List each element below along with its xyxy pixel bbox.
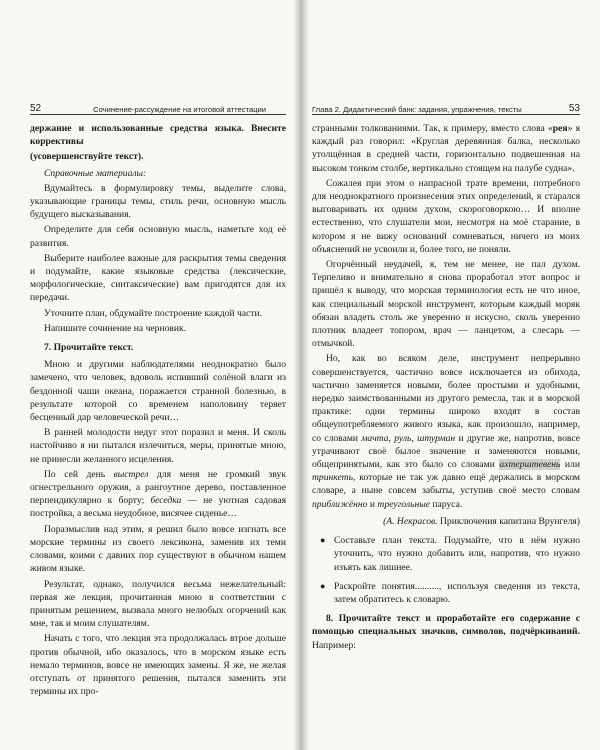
text-paragraph [30,468,286,521]
book-gutter-shadow [293,0,309,750]
term-akhtershteven: ахтерштевень [499,459,561,471]
text-paragraph: Сожалея при этом о напрасной трате времени, потребного для неоднократного произнесения этих определений, я старался выговаривать их одним духом, скороговоркою… И вполне естественно, что слушатели мои, несмотря на моё старание, в котором я не вижу оснований сомневаться, ничего из моих объяснений не усвоили и, более того, не поняли. [312,177,580,255]
task-bullet-item [312,580,580,606]
bullet-text: Раскройте понятия.........., используя сведения из текста, затем обратитесь к словарю. [334,580,580,605]
paragraph-fragment: По сей день [44,468,114,480]
text-paragraph [312,122,580,175]
left-running-header [30,100,286,115]
reference-item: Уточните план, обдумайте построение каждой части. [44,307,263,319]
intro-line-1: держание и использованные средства языка. Внесите коррективы [30,123,286,148]
left-page-number: 52 [30,103,42,114]
reference-item: Вдумайтесь в формулировку темы, выделите слова, указывающие границы темы, стиль речи, основную мысль будущего высказывания. [30,182,286,221]
attribution [312,515,580,528]
task-bullet-item [312,534,580,574]
task-8 [312,612,580,652]
right-running-header [312,100,580,115]
text-paragraph: Результат, однако, получился весьма нежелательный: первая же лекция, прочитанная мною в соответствии с принятым решением, вызвала много нелюбых огорчений как мне, так и моим слушателям. [30,578,286,630]
reference-item: Определите для себя основную мысль, наметьте ход её развития. [30,224,286,249]
left-running-head: Сочинение-рассуждение на итоговой аттестации [93,105,267,114]
right-page-content [312,122,580,654]
paragraph-fragment: Но, как во всяком деле, инструмент непрерывно совершенствуется, частично вовсе исключается из обихода, частично заменяется новыми, более простыми и удобными, нередко заимствованными из другого ремесла, так и в морской практике: одни термины широко входят в состав общеупотребляемого живого языка, как произошло, например, со словами [312,353,580,444]
term-reya: рея [552,123,568,134]
task-7-title: 7. Прочитайте текст. [44,342,134,354]
bullet-icon: ● [320,535,326,546]
text-paragraph: Мною и другими наблюдателями неоднократно было замечено, что человек, вдоволь испивший солёной влаги из бездонной чаши океана, поражается странной болезнью, в результате которой со временем наполовину теряет бесценный дар человеческой речи… [30,359,286,424]
task-8-tail: Например: [312,639,356,651]
reference-item: Выберите наиболее важные для раскрытия темы сведения и подумайте, какие языковые средства (лексические, морфологические, синтаксические) вам пригодятся для их передачи. [30,252,286,304]
term-priblizhenno: приближённо [312,498,368,510]
text-paragraph: Но, как во всяком деле, инструмент непрерывно совершенствуется, частично вовсе исключается из обихода, частично заменяется новыми, более простыми и удобными, нередко заимствованными из другого ремесла, так и в морской практике: одни термины широко входят в состав общеупотребляемого живого языка, как произошло, например, со словами мачта, руль, штурман и другие же, напротив, вовсе утрачивают своё былое значение и заменяются новыми, общепринятыми, как это было со словами ахтерштевень или тринкеть, которые не так уж давно ещё держались в морском словаре, а ныне совсем забыты, уступив своё место словам приближённо и треугольные паруса. [312,353,580,510]
paragraph-fragment: » я каждый раз говорил: «Круглая деревянная балка, несколько утолщённая в средней части, горизонтально подвешенная на высоком тонком столбе, вертикально стоящем на палубе судна». [312,123,581,174]
left-page-content [30,122,286,700]
text-paragraph: Начать с того, что лекция эта продолжалась втрое дольше против обычной, ибо оказалось, что в морском языке есть немало терминов, вовсе не имеющих замены. Я же, не желая отступать от принятого решения, пытался заменить эти термины их про- [30,633,286,698]
bullet-icon: ● [320,580,326,591]
right-page [302,0,600,750]
paragraph-fragment: странными толкованиями. Так, к примеру, вместо слова « [312,123,553,134]
left-page [0,0,298,750]
term-rul: руль [394,432,412,444]
term-besedka: беседка [150,495,182,507]
paragraph-fragment: — не уютная садовая постройка, а весьма неудобное, висячее сиденье… [30,495,286,520]
paragraph-fragment: паруса. [430,498,463,510]
right-page-number: 53 [568,103,580,114]
term-trinket: тринкеть [312,472,353,484]
attribution-title: Приключения капитана Врунгеля) [437,515,580,527]
paragraph-fragment: , которые не так уж давно ещё держались в морском словаре, а ныне совсем забыты, уступив своё место словам [312,472,580,497]
task-8-title: 8. Прочитайте текст и проработайте его содержание с помощью специальных значков, символов, подчёркиваний. [312,613,580,638]
paragraph-fragment: для меня не громкий звук огнестрельного оружия, а рангоутное дерево, поставленное перпендикулярно к борту; [30,468,287,507]
bullet-text: Составьте план текста. Подумайте, что в нём нужно уточнить, что нужно добавить или, напротив, что нужно изъять как лишнее. [334,535,580,573]
reference-heading: Справочные материалы: [44,167,147,179]
attribution-author: (А. Некрасов. [383,515,438,527]
term-treugolnye: треугольные [377,498,431,510]
reference-item: Напишите сочинение на черновик. [44,322,187,334]
task-bullet-list [312,534,580,606]
text-paragraph: Огорчённый неудачей, я, тем не менее, не пал духом. Терпеливо и внимательно я снова проработал этот вопрос и пришёл к выводу, что морская терминология есть не что иное, как специальный морской инструмент, которым каждый моряк обязан владеть столь же уверенно и искусно, сколь уверенно плотник владеет топором, врач — ланцетом, а слесарь — отмычкой. [312,259,580,350]
term-vystrel: выстрел [113,468,149,480]
term-machta: мачта [361,432,389,444]
intro-line-2: (усовершенствуйте текст). [30,151,144,163]
text-paragraph: Поразмыслив над этим, я решил было вовсе изгнать все морские термины из своего лексикона, заменив их теми словами, коими с давних пор существуют в обычном нашем живом языке. [30,523,286,575]
term-shturman: штурман [417,432,456,444]
right-running-head: Глава 2. Дидактический банк: задания, упражнения, тексты [312,105,522,114]
text-paragraph: В ранней молодости недуг этот поразил и меня. И сколь настойчиво я ни пытался излечиться, меры, принятые мною, не принесли желанного исцеления. [30,427,286,465]
paragraph-fragment: и другие же, напротив, вовсе утрачивают своё былое значение и заменяются новыми, общепринятыми, как это было со словами [312,432,580,471]
